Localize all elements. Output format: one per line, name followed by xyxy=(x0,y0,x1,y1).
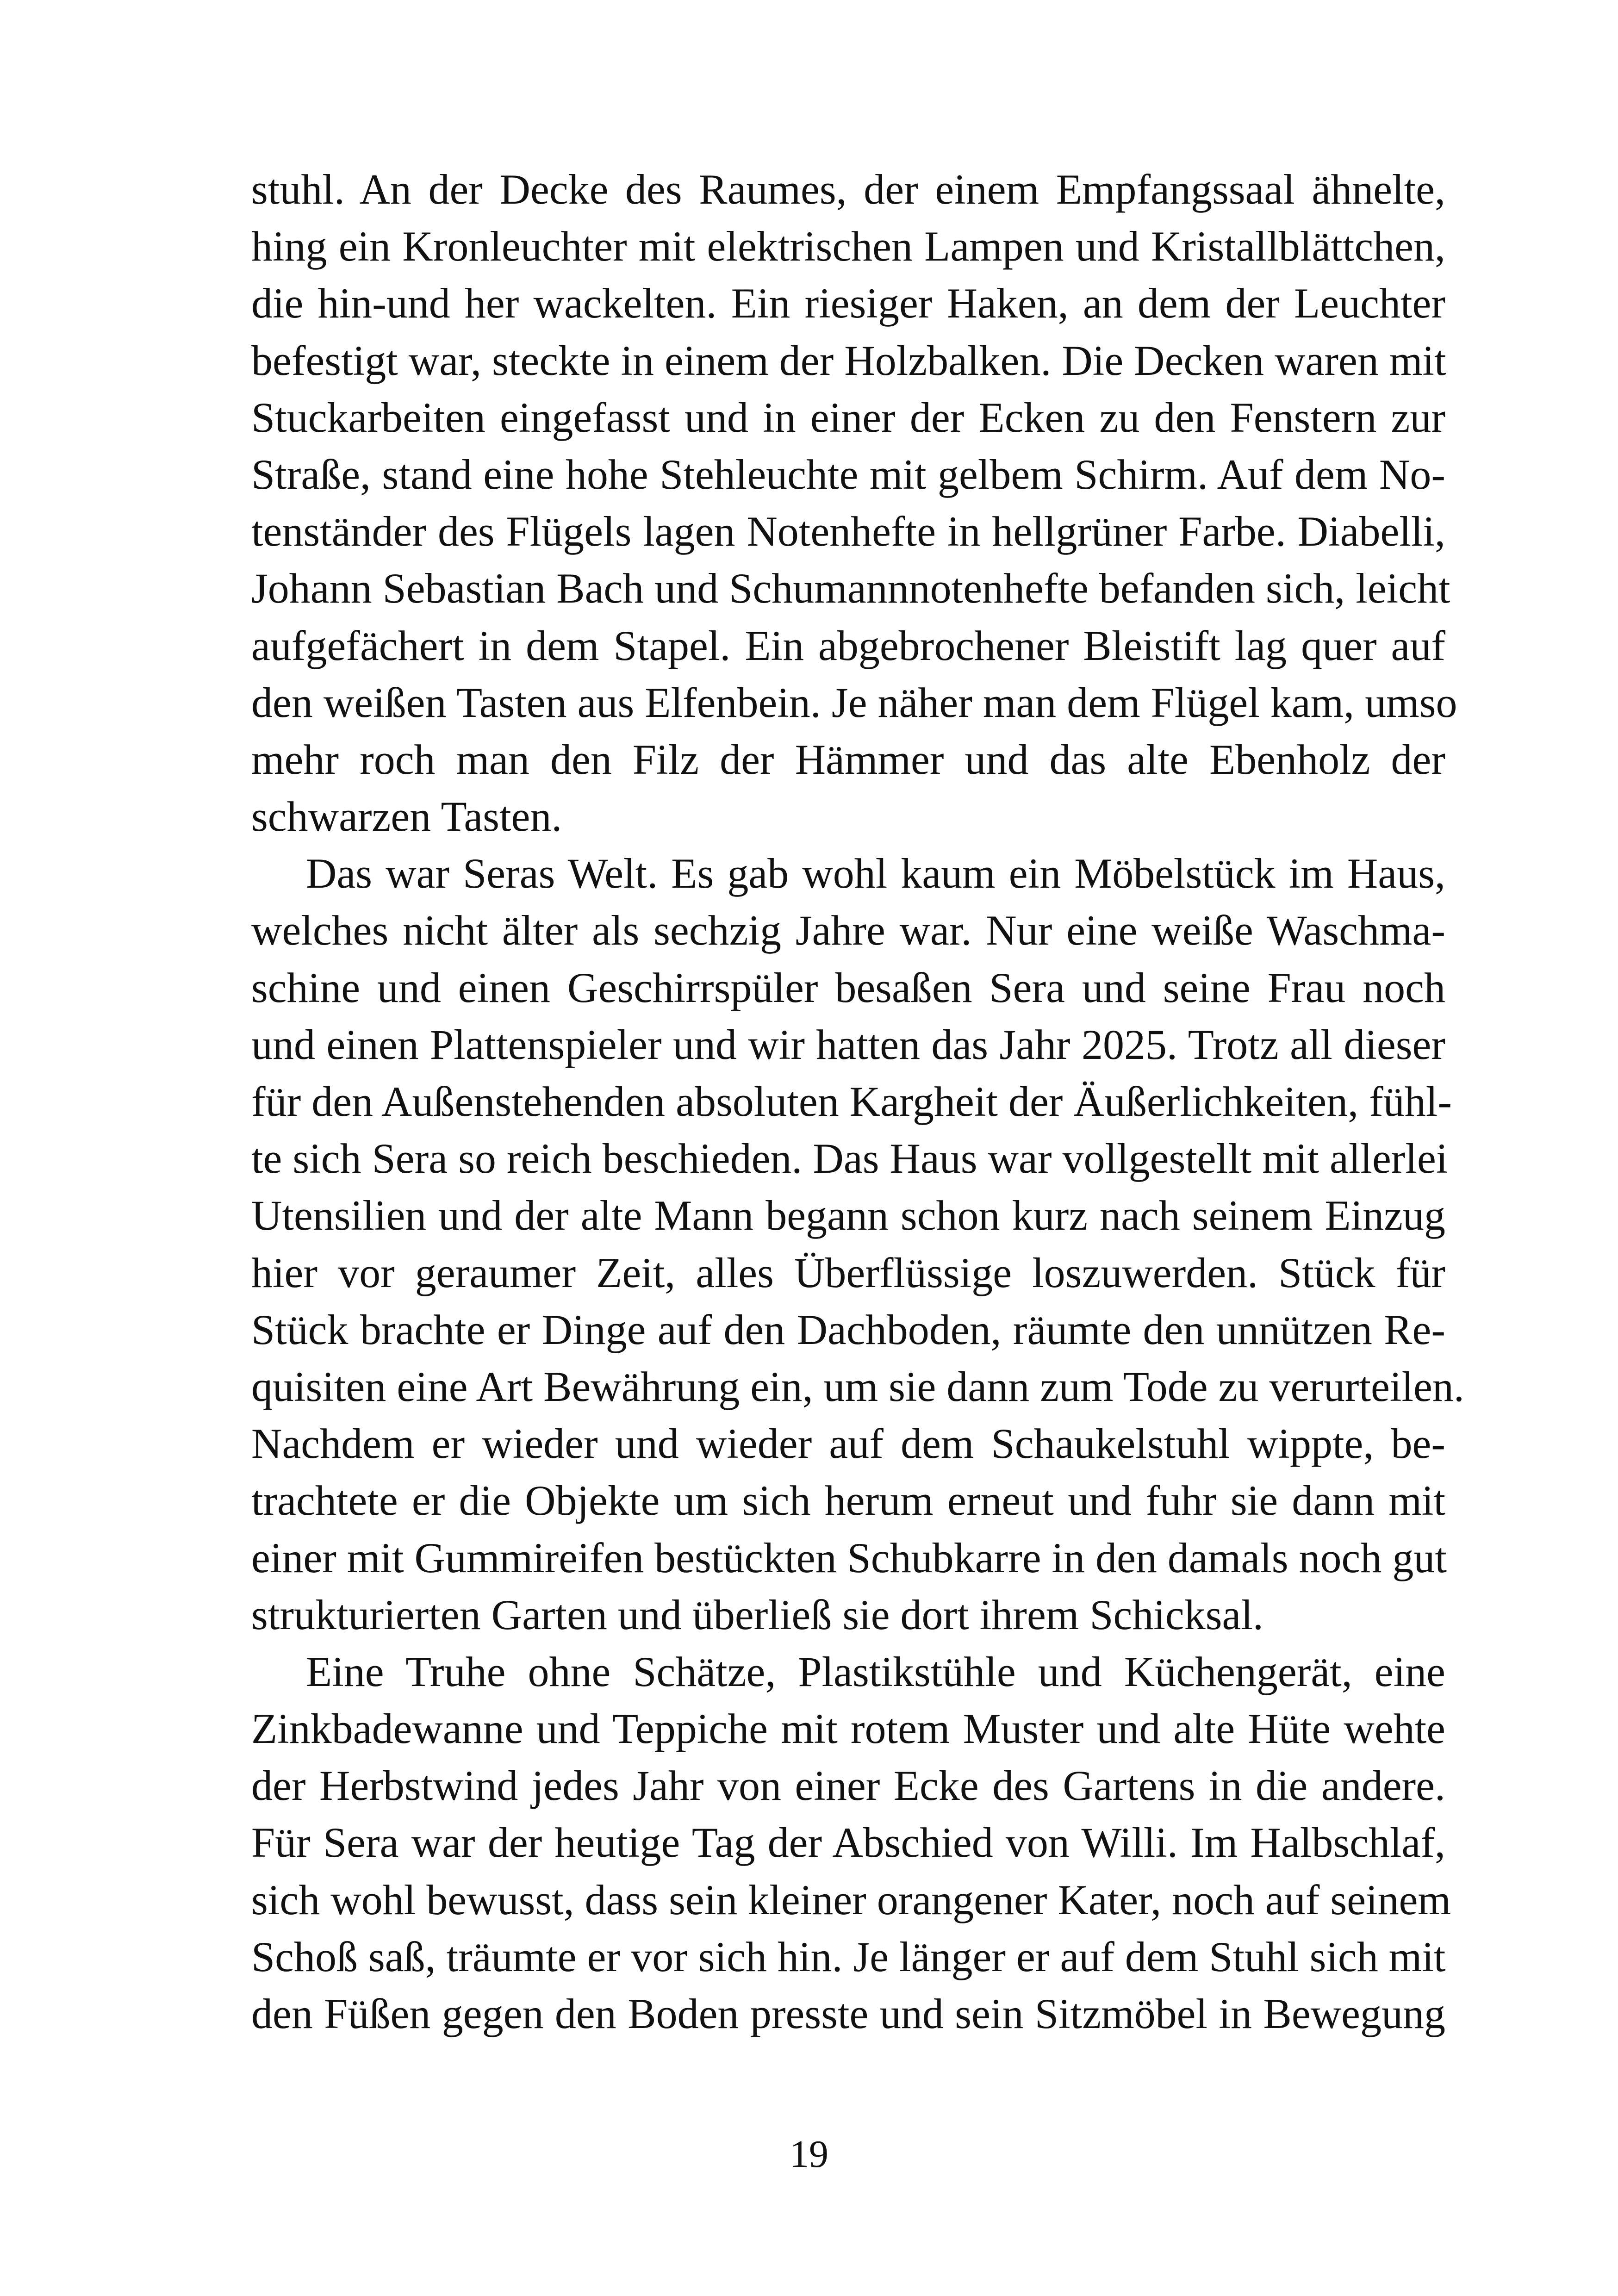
text-line: Schoß saß, träumte er vor sich hin. Je länger er auf dem Stuhl sich mit xyxy=(251,1933,1446,1980)
text-line: der Herbstwind jedes Jahr von einer Ecke des Gartens in die andere. xyxy=(251,1762,1445,1810)
text-line-paragraph-end: schwarzen Tasten. xyxy=(251,793,562,840)
text-line: Stuckarbeiten eingefasst und in einer der Ecken zu den Fenstern zur xyxy=(251,393,1445,441)
text-line: welches nicht älter als sechzig Jahre war. Nur eine weiße Waschma- xyxy=(251,907,1445,954)
text-line: den Füßen gegen den Boden presste und sein Sitzmöbel in Bewegung xyxy=(251,1990,1445,2037)
text-line: Zinkbadewanne und Teppiche mit rotem Muster und alte Hüte wehte xyxy=(251,1705,1445,1753)
text-line-paragraph-start: Das war Seras Welt. Es gab wohl kaum ein Möbelstück im Haus, xyxy=(306,850,1445,897)
text-line: hier vor geraumer Zeit, alles Überflüssige loszuwerden. Stück für xyxy=(251,1249,1445,1296)
text-line: mehr roch man den Filz der Hämmer und das alte Ebenholz der xyxy=(251,735,1445,783)
text-line: trachtete er die Objekte um sich herum erneut und fuhr sie dann mit xyxy=(251,1477,1445,1524)
text-line-paragraph-end: strukturierten Garten und überließ sie dort ihrem Schicksal. xyxy=(251,1591,1263,1638)
text-line-paragraph-start: Eine Truhe ohne Schätze, Plastikstühle und Küchengerät, eine xyxy=(306,1648,1445,1695)
text-line: einer mit Gummireifen bestückten Schubkarre in den damals noch gut xyxy=(251,1534,1447,1581)
text-line: sich wohl bewusst, dass sein kleiner orangener Kater, noch auf seinem xyxy=(251,1876,1451,1923)
text-line: Utensilien und der alte Mann begann schon kurz nach seinem Einzug xyxy=(251,1192,1445,1239)
text-line: te sich Sera so reich beschieden. Das Haus war vollgestellt mit allerlei xyxy=(251,1135,1448,1182)
text-line: Johann Sebastian Bach und Schumannnotenhefte befanden sich, leicht xyxy=(251,565,1450,612)
text-line: Für Sera war der heutige Tag der Abschied von Willi. Im Halbschlaf, xyxy=(251,1819,1445,1867)
text-line: den weißen Tasten aus Elfenbein. Je näher man dem Flügel kam, umso xyxy=(251,678,1457,726)
text-line: aufgefächert in dem Stapel. Ein abgebrochener Bleistift lag quer auf xyxy=(251,622,1445,669)
page-number: 19 xyxy=(790,2133,828,2176)
text-line: hing ein Kronleuchter mit elektrischen Lampen und Kristallblättchen, xyxy=(251,223,1445,270)
text-line: und einen Plattenspieler und wir hatten das Jahr 2025. Trotz all dieser xyxy=(251,1020,1445,1068)
text-line: befestigt war, steckte in einem der Holzbalken. Die Decken waren mit xyxy=(251,336,1446,384)
text-line: stuhl. An der Decke des Raumes, der einem Empfangssaal ähnelte, xyxy=(251,166,1445,213)
text-line: schine und einen Geschirrspüler besaßen Sera und seine Frau noch xyxy=(251,964,1445,1011)
text-line: Stück brachte er Dinge auf den Dachboden, räumte den unnützen Re- xyxy=(251,1306,1445,1353)
text-line: Nachdem er wieder und wieder auf dem Schaukelstuhl wippte, be- xyxy=(251,1420,1445,1468)
text-line: tenständer des Flügels lagen Notenhefte in hellgrüner Farbe. Diabelli, xyxy=(251,508,1445,555)
text-line: die hin-und her wackelten. Ein riesiger Haken, an dem der Leuchter xyxy=(251,280,1445,327)
text-line: für den Außenstehenden absoluten Kargheit der Äußerlichkeiten, fühl- xyxy=(251,1078,1452,1125)
page-body-text xyxy=(251,161,1464,2042)
text-line: Straße, stand eine hohe Stehleuchte mit gelbem Schirm. Auf dem No- xyxy=(251,450,1445,498)
text-line: quisiten eine Art Bewährung ein, um sie dann zum Tode zu verurteilen. xyxy=(251,1363,1464,1410)
